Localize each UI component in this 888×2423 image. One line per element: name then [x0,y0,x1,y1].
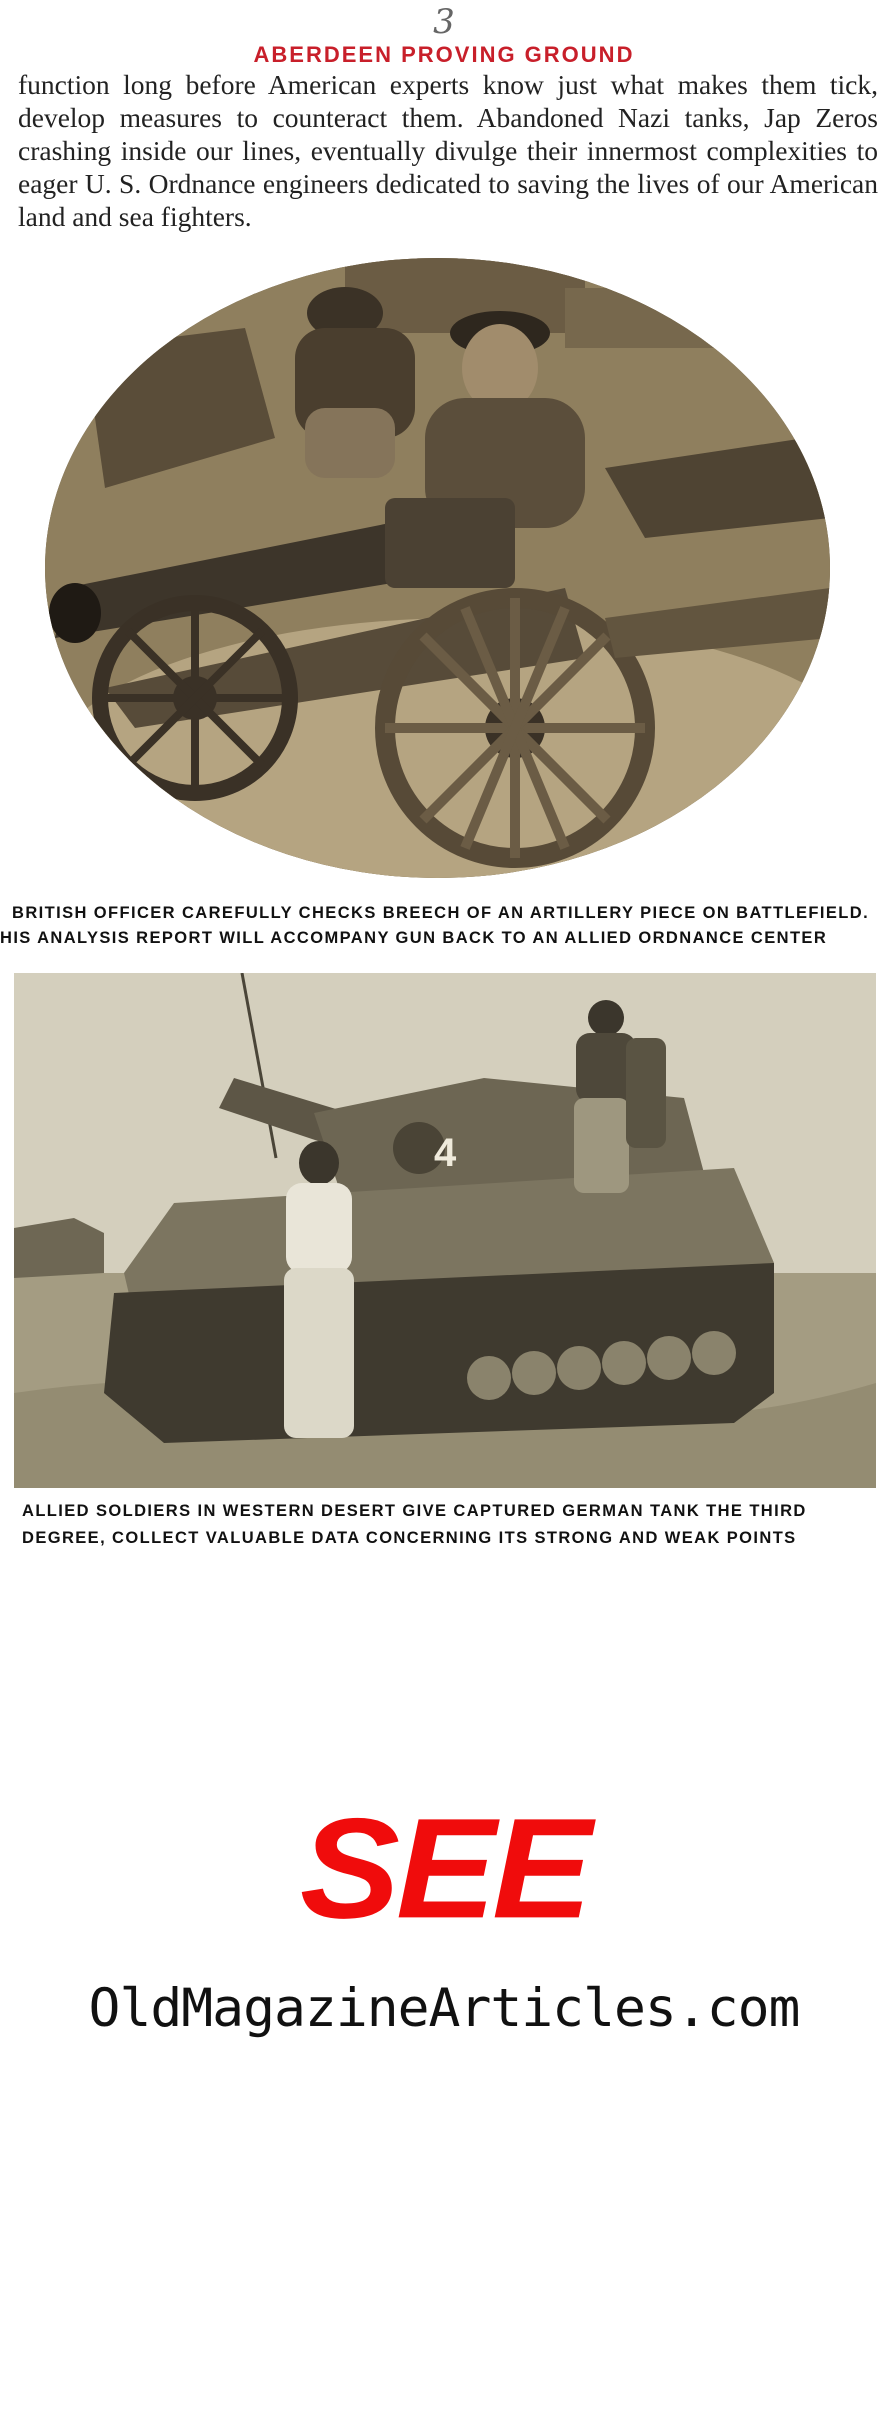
artillery-caption-line-1: BRITISH OFFICER CAREFULLY CHECKS BREECH OF AN ARTILLERY PIECE ON BATTLEFIELD. [12,904,870,922]
artillery-caption-line-2: HIS ANALYSIS REPORT WILL ACCOMPANY GUN BACK TO AN ALLIED ORDNANCE CENTER [0,929,828,947]
page-number: 3 [433,2,455,42]
tank-caption-line-2: DEGREE, COLLECT VALUABLE DATA CONCERNING ITS STRONG AND WEAK POINTS [22,1529,797,1547]
tank-photo [14,973,876,1488]
turret-number: 4 [434,1131,457,1175]
tank-photo-illustration [14,973,876,1488]
artillery-photo-illustration [45,258,830,878]
site-name: OldMagazineArticles.com [88,1978,800,2039]
intro-paragraph: function long before American experts know just what makes them tick, develop measures to counteract them. Abandoned Nazi tanks, Jap Zeros crashing inside our lines, eventually divulge their innermost complexities to eager U. S. Ordnance engineers dedicated to saving the lives of our American land and sea fighters. [18,69,878,232]
see-magazine-logo: SEE [299,1788,589,1948]
running-head: ABERDEEN PROVING GROUND [253,42,635,67]
artillery-photo [45,258,830,878]
tank-caption-line-1: ALLIED SOLDIERS IN WESTERN DESERT GIVE CAPTURED GERMAN TANK THE THIRD [22,1502,807,1520]
